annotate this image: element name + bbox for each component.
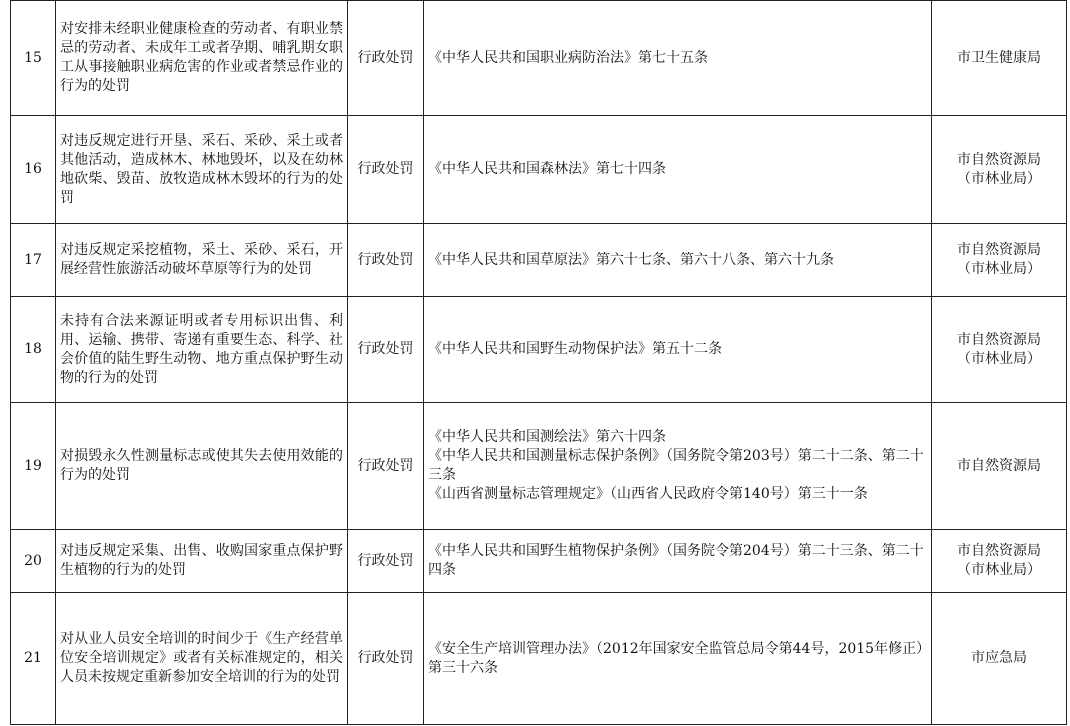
penalty-item-cell	[56, 530, 348, 593]
legal-basis-cell-line: 《中华人民共和国测绘法》第六十四条	[428, 429, 666, 445]
penalty-item-cell-line: 对违反规定采集、出售、收购国家重点保护野生植物的行为的处罚	[60, 543, 343, 578]
table-row	[11, 403, 1067, 530]
penalty-item-cell	[56, 1, 348, 116]
penalty-item-cell-line: 对安排未经职业健康检查的劳动者、有职业禁忌的劳动者、未成年工或者孕期、哺乳期女职工从事接触职业病危害的作业或者禁忌作业的行为的处罚	[60, 21, 343, 94]
legal-basis-cell	[424, 530, 932, 593]
row-number-cell: 21	[11, 593, 56, 725]
action-type-cell: 行政处罚	[348, 403, 424, 530]
penalty-item-cell-line: 对违反规定进行开垦、采石、采砂、采土或者其他活动，造成林木、林地毁坏，以及在幼林地砍柴、毁苗、放牧造成林木毁坏的行为的处罚	[60, 132, 343, 206]
action-type-cell: 行政处罚	[348, 224, 424, 297]
table-body	[11, 1, 1067, 725]
legal-basis-cell	[424, 224, 932, 297]
row-number-cell: 19	[11, 403, 56, 530]
table-row	[11, 297, 1067, 403]
department-cell-line: 市应急局	[971, 650, 1027, 666]
legal-basis-cell	[424, 297, 932, 403]
table-row	[11, 593, 1067, 725]
penalty-item-cell-line: 对损毁永久性测量标志或使其失去使用效能的行为的处罚	[60, 448, 343, 483]
department-cell	[932, 530, 1067, 593]
legal-basis-cell-line: 《中华人民共和国森林法》第七十四条	[428, 161, 666, 177]
department-cell	[932, 116, 1067, 224]
legal-basis-cell-line: 《中华人民共和国测量标志保护条例》（国务院令第203号）第二十二条、第二十三条	[428, 448, 924, 483]
legal-basis-cell-line: 《中华人民共和国野生动物保护法》第五十二条	[428, 341, 722, 357]
legal-basis-cell-line: 《中华人民共和国野生植物保护条例》（国务院令第204号）第二十三条、第二十四条	[428, 543, 924, 578]
action-type-cell: 行政处罚	[348, 530, 424, 593]
department-cell	[932, 593, 1067, 725]
department-cell-line: （市林业局）	[957, 350, 1041, 367]
department-cell-line: 市卫生健康局	[957, 49, 1041, 66]
legal-basis-cell	[424, 1, 932, 116]
legal-basis-cell	[424, 116, 932, 224]
penalty-item-cell	[56, 297, 348, 403]
department-cell	[932, 224, 1067, 297]
department-cell-line: 市自然资源局	[957, 543, 1041, 559]
penalty-item-cell-line: 对违反规定采挖植物，采土、采砂、采石，开展经营性旅游活动破坏草原等行为的处罚	[60, 242, 343, 277]
penalty-item-cell	[56, 593, 348, 725]
department-cell-line: 市自然资源局	[957, 151, 1041, 168]
department-cell-line: （市林业局）	[957, 562, 1041, 578]
department-cell-line: 市自然资源局	[957, 242, 1041, 258]
table-row	[11, 1, 1067, 116]
row-number-cell: 16	[11, 116, 56, 224]
legal-basis-cell	[424, 403, 932, 530]
table-row	[11, 530, 1067, 593]
penalty-table	[10, 0, 1067, 725]
penalty-item-cell	[56, 224, 348, 297]
legal-basis-cell-line: 《山西省测量标志管理规定》（山西省人民政府令第140号）第三十一条	[428, 486, 868, 502]
department-cell-line: （市林业局）	[957, 261, 1041, 277]
table-row	[11, 224, 1067, 297]
legal-basis-cell-line: 《中华人民共和国草原法》第六十七条、第六十八条、第六十九条	[428, 251, 834, 268]
penalty-item-cell-line: 对从业人员安全培训的时间少于《生产经营单位安全培训规定》或者有关标准规定的，相关人员未按规定重新参加安全培训的行为的处罚	[60, 631, 343, 685]
department-cell	[932, 297, 1067, 403]
penalty-item-cell	[56, 403, 348, 530]
legal-basis-cell	[424, 593, 932, 725]
department-cell	[932, 1, 1067, 116]
legal-basis-cell-line: 《中华人民共和国职业病防治法》第七十五条	[428, 49, 708, 66]
action-type-cell: 行政处罚	[348, 297, 424, 403]
department-cell-line: 市自然资源局	[957, 331, 1041, 348]
penalty-item-cell	[56, 116, 348, 224]
action-type-cell: 行政处罚	[348, 593, 424, 725]
table-row	[11, 116, 1067, 224]
department-cell-line: （市林业局）	[957, 170, 1041, 187]
legal-basis-cell-line: 《安全生产培训管理办法》（2012年国家安全监管总局令第44号，2015年修正）第三十六条	[428, 640, 924, 676]
penalty-item-cell-line: 未持有合法来源证明或者专用标识出售、利用、运输、携带、寄递有重要生态、科学、社会价值的陆生野生动物、地方重点保护野生动物的行为的处罚	[60, 312, 343, 386]
row-number-cell: 20	[11, 530, 56, 593]
row-number-cell: 15	[11, 1, 56, 116]
action-type-cell: 行政处罚	[348, 1, 424, 116]
department-cell-line: 市自然资源局	[957, 457, 1041, 474]
row-number-cell: 17	[11, 224, 56, 297]
department-cell	[932, 403, 1067, 530]
action-type-cell: 行政处罚	[348, 116, 424, 224]
row-number-cell: 18	[11, 297, 56, 403]
